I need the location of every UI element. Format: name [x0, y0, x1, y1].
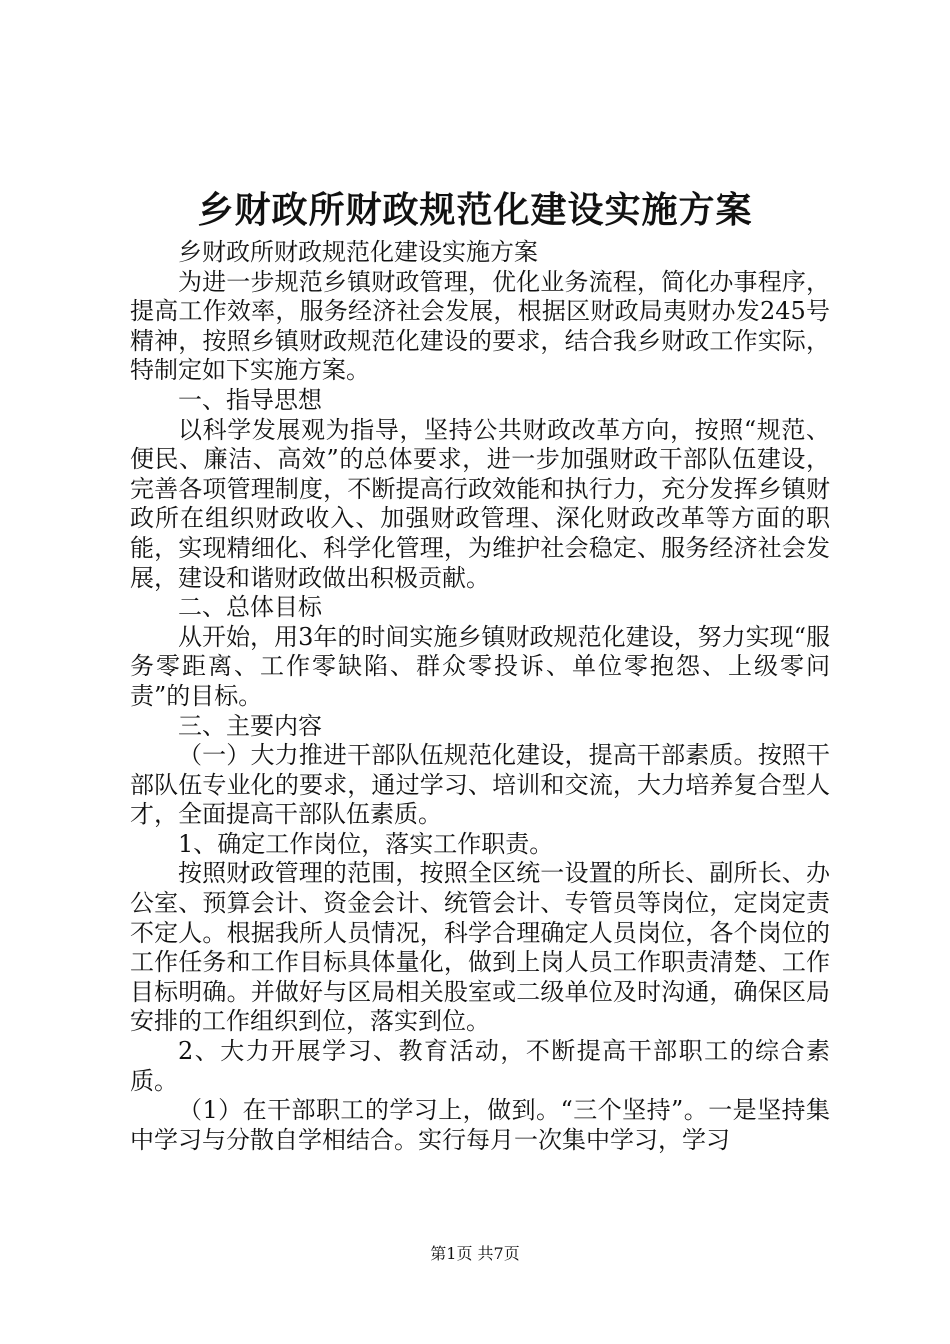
section-heading: 三、主要内容 [178, 711, 322, 740]
section-heading: 一、指导思想 [178, 385, 322, 414]
paragraph: 按照财政管理的范围，按照全区统一设置的所长、副所长、办公室、预算会计、资金会计、统管会计、专管员等岗位，定岗定责不定人。根据我所人员情况，科学合理确定人员岗位，各个岗位的工作任务和工作目标具体量化，做到上岗人员工作职责清楚、工作目标明确。并做好与区局相关股室或二级单位及时沟通，确保区局安排的工作组织到位，落实到位。 [130, 859, 830, 1036]
paragraph: 1、确定工作岗位，落实工作职责。 [178, 829, 554, 858]
paragraph: （一）大力推进干部队伍规范化建设，提高干部素质。按照干部队伍专业化的要求，通过学习、培训和交流，大力培养复合型人才，全面提高干部队伍素质。 [130, 741, 830, 829]
paragraph: 以科学发展观为指导，坚持公共财政改革方向，按照“规范、便民、廉洁、高效”的总体要求，进一步加强财政干部队伍建设，完善各项管理制度，不断提高行政效能和执行力，充分发挥乡镇财政所在组织财政收入、加强财政管理、深化财政改革等方面的职能，实现精细化、科学化管理，为维护社会稳定、服务经济社会发展，建设和谐财政做出积极贡献。 [130, 415, 830, 592]
paragraph: 从开始，用3年的时间实施乡镇财政规范化建设，努力实现“服务零距离、工作零缺陷、群众零投诉、单位零抱怨、上级零问责”的目标。 [130, 622, 830, 710]
paragraph: （1）在干部职工的学习上，做到。“三个坚持”。一是坚持集中学习与分散自学相结合。实行每月一次集中学习，学习 [130, 1096, 830, 1154]
document-body [130, 238, 830, 1155]
paragraph: 为进一步规范乡镇财政管理，优化业务流程，简化办事程序，提高工作效率，服务经济社会发展，根据区财政局夷财办发245号精神，按照乡镇财政规范化建设的要求，结合我乡财政工作实际，特制定如下实施方案。 [130, 267, 830, 385]
document-title: 乡财政所财政规范化建设实施方案 [197, 189, 753, 231]
page-footer: 第1页 共7页 [430, 1244, 520, 1263]
paragraph: 乡财政所财政规范化建设实施方案 [178, 238, 538, 266]
section-heading: 二、总体目标 [178, 593, 322, 622]
paragraph: 2、大力开展学习、教育活动，不断提高干部职工的综合素质。 [130, 1037, 830, 1095]
